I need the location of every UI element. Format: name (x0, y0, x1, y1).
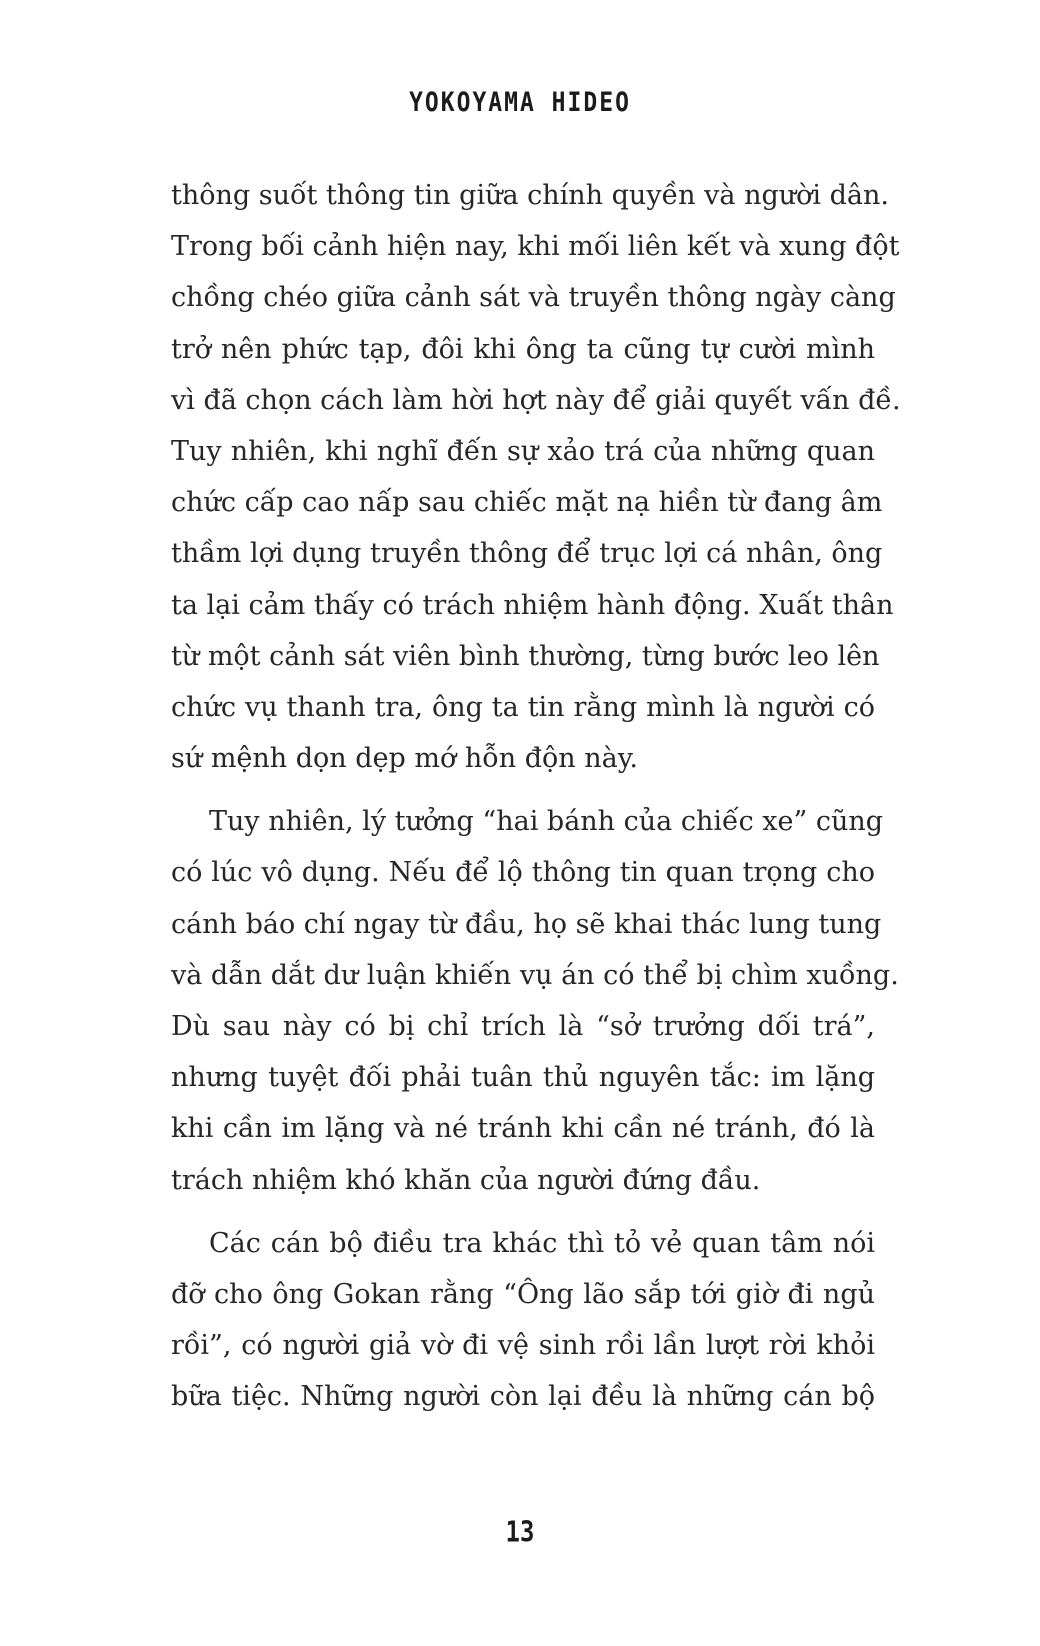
text-line: vì đã chọn cách làm hời hợt này để giải quyết vấn đề. (171, 384, 901, 416)
text-line: chức cấp cao nấp sau chiếc mặt nạ hiền từ đang âm (171, 487, 883, 519)
running-head-author: YOKOYAMA HIDEO (409, 88, 631, 118)
text-line: khi cần im lặng và né tránh khi cần né tránh, đó là (171, 1113, 875, 1145)
text-line: thầm lợi dụng truyền thông để trục lợi cá nhân, ông (171, 538, 883, 570)
text-line: Các cán bộ điều tra khác thì tỏ vẻ quan tâm nói (209, 1227, 875, 1259)
text-line: có lúc vô dụng. Nếu để lộ thông tin quan trọng cho (171, 857, 875, 889)
text-line: ta lại cảm thấy có trách nhiệm hành động. Xuất thân (171, 589, 894, 621)
page-number: 13 (505, 1515, 535, 1549)
paragraph (171, 796, 899, 1206)
text-line: trách nhiệm khó khăn của người đứng đầu. (171, 1164, 761, 1196)
text-line: rồi”, có người giả vờ đi vệ sinh rồi lần lượt rời khỏi (171, 1330, 875, 1362)
text-line: Dù sau này có bị chỉ trích là “sở trưởng dối trá”, (171, 1011, 875, 1042)
text-line: Tuy nhiên, khi nghĩ đến sự xảo trá của những quan (171, 435, 875, 467)
text-line: sứ mệnh dọn dẹp mớ hỗn độn này. (171, 743, 638, 775)
paragraph (171, 170, 901, 784)
text-line: nhưng tuyệt đối phải tuân thủ nguyên tắc: im lặng (171, 1062, 875, 1094)
text-line: từ một cảnh sát viên bình thường, từng bước leo lên (171, 640, 880, 672)
body-text (171, 170, 901, 1435)
text-line: chồng chéo giữa cảnh sát và truyền thông ngày càng (171, 282, 896, 314)
text-line: chức vụ thanh tra, ông ta tin rằng mình là người có (171, 691, 875, 723)
text-line: Tuy nhiên, lý tưởng “hai bánh của chiếc xe” cũng (209, 806, 884, 838)
text-line: trở nên phức tạp, đôi khi ông ta cũng tự cười mình (171, 333, 875, 365)
text-line: cánh báo chí ngay từ đầu, họ sẽ khai thác lung tung (171, 908, 882, 940)
text-line: đỡ cho ông Gokan rằng “Ông lão sắp tới giờ đi ngủ (171, 1278, 875, 1310)
text-line: bữa tiệc. Những người còn lại đều là những cán bộ (171, 1381, 875, 1413)
text-line: và dẫn dắt dư luận khiến vụ án có thể bị chìm xuồng. (171, 959, 899, 991)
paragraph (171, 1218, 875, 1423)
text-line: thông suốt thông tin giữa chính quyền và người dân. (171, 180, 889, 211)
text-line: Trong bối cảnh hiện nay, khi mối liên kết và xung đột (171, 231, 900, 263)
